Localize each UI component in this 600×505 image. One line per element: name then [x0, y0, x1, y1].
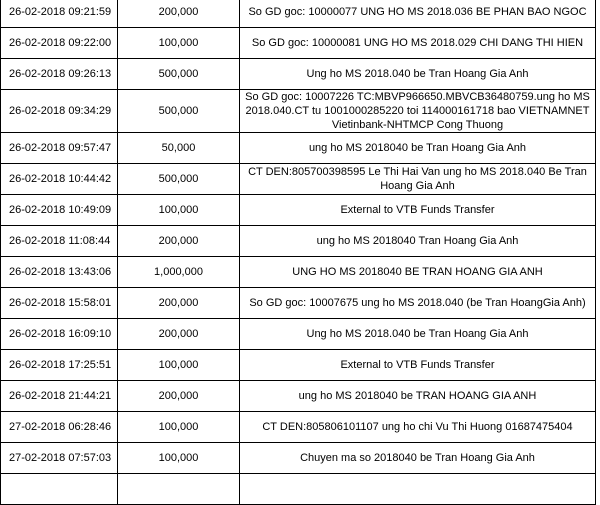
transaction-description: ung ho MS 2018040 be TRAN HOANG GIA ANH	[240, 381, 596, 412]
transaction-date: 26-02-2018 21:44:21	[1, 381, 118, 412]
transaction-amount: 100,000	[118, 412, 240, 443]
transaction-amount: 1,000,000	[118, 257, 240, 288]
transaction-date: 26-02-2018 16:09:10	[1, 319, 118, 350]
transaction-amount: 100,000	[118, 350, 240, 381]
transaction-description: So GD goc: 10000081 UNG HO MS 2018.029 CHI DANG THI HIEN	[240, 28, 596, 59]
transaction-description: So GD goc: 10007226 TC:MBVP966650.MBVCB36480759.ung ho MS 2018.040.CT tu 1001000285220 toi 114000161718 bao VIETNAMNET Vietinbank-NHTMCP Cong Thuong	[240, 90, 596, 133]
table-row	[1, 164, 596, 195]
transaction-amount: 50,000	[118, 133, 240, 164]
transaction-amount: 200,000	[118, 288, 240, 319]
transaction-date: 26-02-2018 10:49:09	[1, 195, 118, 226]
table-row	[1, 288, 596, 319]
table-row	[1, 319, 596, 350]
transaction-date: 26-02-2018 09:34:29	[1, 90, 118, 133]
transaction-description: UNG HO MS 2018040 BE TRAN HOANG GIA ANH	[240, 257, 596, 288]
table-row	[1, 412, 596, 443]
transaction-amount: 500,000	[118, 59, 240, 90]
transaction-date: 26-02-2018 09:22:00	[1, 28, 118, 59]
transaction-date: 26-02-2018 15:58:01	[1, 288, 118, 319]
table-row	[1, 28, 596, 59]
transaction-description: Ung ho MS 2018.040 be Tran Hoang Gia Anh	[240, 59, 596, 90]
table-row	[1, 443, 596, 474]
transaction-description: CT DEN:805806101107 ung ho chi Vu Thi Huong 01687475404	[240, 412, 596, 443]
table-row	[1, 90, 596, 133]
transaction-date: 26-02-2018 09:57:47	[1, 133, 118, 164]
table-row	[1, 226, 596, 257]
transaction-amount: 500,000	[118, 90, 240, 133]
table-row	[1, 350, 596, 381]
transaction-amount	[118, 474, 240, 505]
transaction-description: Ung ho MS 2018.040 be Tran Hoang Gia Anh	[240, 319, 596, 350]
transaction-date	[1, 474, 118, 505]
transaction-date: 26-02-2018 17:25:51	[1, 350, 118, 381]
transaction-date: 26-02-2018 13:43:06	[1, 257, 118, 288]
transaction-amount: 100,000	[118, 195, 240, 226]
table-row	[1, 59, 596, 90]
table-row	[1, 381, 596, 412]
transaction-description: So GD goc: 10007675 ung ho MS 2018.040 (be Tran HoangGia Anh)	[240, 288, 596, 319]
transaction-description: CT DEN:805700398595 Le Thi Hai Van ung ho MS 2018.040 Be Tran Hoang Gia Anh	[240, 164, 596, 195]
transaction-date: 27-02-2018 06:28:46	[1, 412, 118, 443]
transaction-amount: 200,000	[118, 319, 240, 350]
table-row	[1, 257, 596, 288]
transaction-description: External to VTB Funds Transfer	[240, 350, 596, 381]
transaction-amount: 500,000	[118, 164, 240, 195]
table-row	[1, 133, 596, 164]
transaction-amount: 100,000	[118, 28, 240, 59]
transaction-amount: 200,000	[118, 226, 240, 257]
transaction-date: 26-02-2018 10:44:42	[1, 164, 118, 195]
transaction-description: External to VTB Funds Transfer	[240, 195, 596, 226]
transaction-description: ung ho MS 2018040 be Tran Hoang Gia Anh	[240, 133, 596, 164]
transaction-amount: 200,000	[118, 381, 240, 412]
transaction-date: 26-02-2018 09:21:59	[1, 0, 118, 28]
transaction-description	[240, 474, 596, 505]
transaction-date: 26-02-2018 11:08:44	[1, 226, 118, 257]
table-row	[1, 0, 596, 28]
transaction-amount: 200,000	[118, 0, 240, 28]
transaction-amount: 100,000	[118, 443, 240, 474]
transaction-description: So GD goc: 10000077 UNG HO MS 2018.036 BE PHAN BAO NGOC	[240, 0, 596, 28]
transaction-description: Chuyen ma so 2018040 be Tran Hoang Gia Anh	[240, 443, 596, 474]
table-row	[1, 474, 596, 505]
transaction-description: ung ho MS 2018040 Tran Hoang Gia Anh	[240, 226, 596, 257]
transaction-date: 27-02-2018 07:57:03	[1, 443, 118, 474]
table-row	[1, 195, 596, 226]
transaction-date: 26-02-2018 09:26:13	[1, 59, 118, 90]
